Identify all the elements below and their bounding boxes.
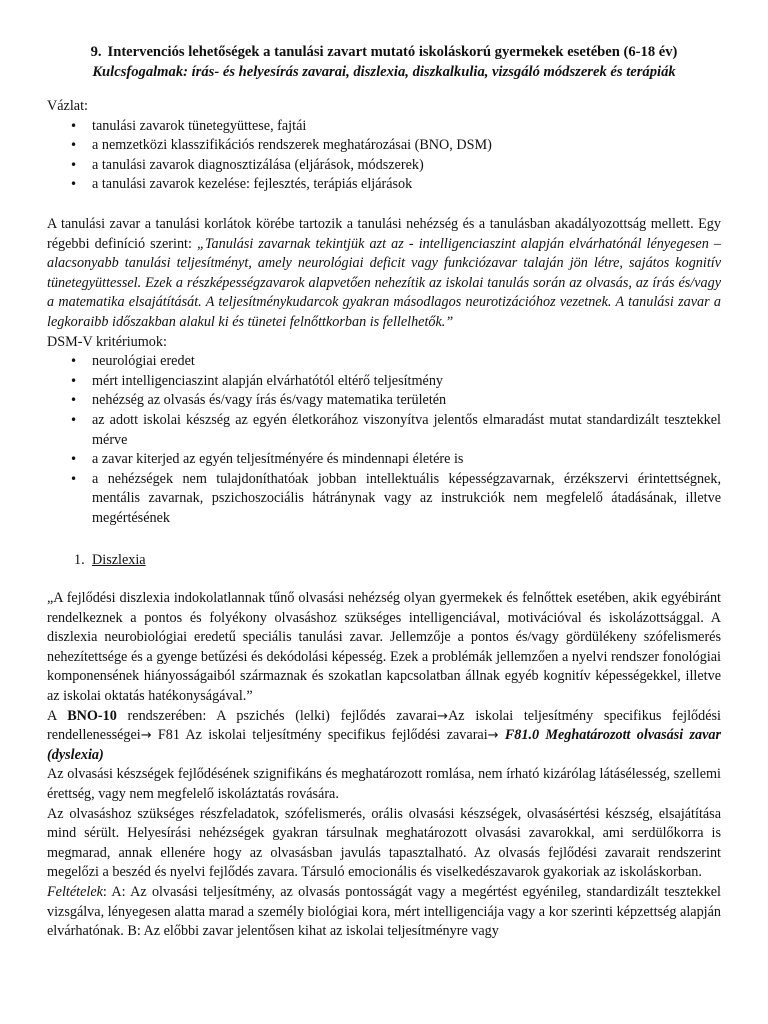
conditions-text: : A: Az olvasási teljesítmény, az olvasás pontosságát vagy a megértést egyénileg, standardizált tesztekkel vizsgálva, lényegesen alatta marad a személy biológiai kora, mért intelligenciája vagy a kor szerinti képzettség alapján elvárhatónak. B: Az előbbi zavar jelentősen kihat az iskolai teljesítményre vagy bbox=[47, 883, 721, 940]
list-item: • nehézség az olvasás és/vagy írás és/vagy matematika területén bbox=[47, 391, 721, 411]
document-page bbox=[47, 42, 721, 942]
bno-classification bbox=[47, 707, 721, 766]
conditions-paragraph bbox=[47, 883, 721, 942]
bno-diagnosis: F81.0 Meghatározott olvasási zavar (dyslexia) bbox=[47, 727, 721, 763]
dsm-criteria-list bbox=[47, 352, 721, 528]
chapter-title-text: Intervenciós lehetőségek a tanulási zavart mutató iskoláskorú gyermekek esetében (6-18 év) bbox=[107, 44, 678, 60]
subskills-paragraph: Az olvasáshoz szükséges részfeladatok, szófelismerés, orális olvasási készségek, olvasásértési készség, elsajátítása mind sérült. Helyesírási nehézségek gyakran társulnak meghatározott olvasási zavarokkal, ami serdülőkorra is megmarad, annak ellenére hogy az olvasásban javulás tapasztalható. Az olvasás fejlődési zavarait rendszerint megelőzi a beszéd és nyelvi fejlődés zavara. Társuló emocionális és viselkedészavarok gyakoriak az iskoláskorban. bbox=[47, 805, 721, 881]
conditions-label: Feltételek bbox=[47, 883, 103, 900]
list-item: • a tanulási zavarok diagnosztizálása (eljárások, módszerek) bbox=[47, 156, 721, 176]
list-item: • a tanulási zavarok kezelése: fejlesztés, terápiás eljárások bbox=[47, 175, 721, 195]
outline-label: Vázlat: bbox=[47, 98, 88, 114]
bno-prefix: A bbox=[47, 707, 68, 724]
keywords-line: Kulcsfogalmak: írás- és helyesírás zavarai, diszlexia, diszkalkulia, vizsgáló módszerek és terápiák bbox=[92, 64, 676, 80]
dyslexia-definition: „A fejlődési diszlexia indokolatlannak tűnő olvasási nehézség olyan gyermekek és felnőttek esetében, akik egyébiránt rendelkeznek a pontos és folyékony olvasáshoz szükséges intelligenciával, motivációval és iskolázottsággal. A diszlexia neurobiológiai eredetű speciális tanulási zavar. Jellemzője a pontos és/vagy gördülékeny szófelismerés nehezítettsége és a gyenge betűzési és dekódolási képesség. Ezek a problémák jellemzően a nyelvi rendszer fonológiai komponensének hiányosságaiból származnak és szokatlan kapcsolatban állnak egyéb kognitív képességekkel, illetve az iskolai oktatás hatékonyságával.” bbox=[47, 590, 721, 705]
section-heading bbox=[47, 551, 721, 571]
bno-code: BNO-10 bbox=[67, 707, 117, 724]
list-item: • a zavar kiterjed az egyén teljesítményére és mindennapi életére is bbox=[47, 450, 721, 470]
arrow-icon: → bbox=[140, 728, 152, 744]
arrow-icon: → bbox=[487, 728, 499, 744]
decline-paragraph: Az olvasási készségek fejlődésének szignifikáns és meghatározott romlása, nem írható kizárólag látásélesség, szellemi érettség, vagy nem megfelelő iskoláztatás rovására. bbox=[47, 766, 721, 802]
list-item: • mért intelligenciaszint alapján elvárhatótól eltérő teljesítmény bbox=[47, 372, 721, 392]
list-item: • a nemzetközi klasszifikációs rendszerek meghatározásai (BNO, DSM) bbox=[47, 136, 721, 156]
bno-text-2: Az iskolai teljesítmény specifikus fejlődési rendellenességei bbox=[47, 707, 722, 744]
section-number: 1. bbox=[74, 552, 85, 569]
intro-text: A tanulási zavar a tanulási korlátok körébe tartozik a tanulási nehézség és a tanulásban akadályozottság mellett. Egy régebbi definíció szerint: bbox=[47, 215, 721, 252]
intro-paragraph bbox=[47, 215, 721, 333]
list-item: • tanulási zavarok tünetegyüttese, fajtái bbox=[47, 117, 721, 137]
bno-text-3: F81 Az iskolai teljesítmény specifikus fejlődési zavarai bbox=[151, 727, 488, 744]
arrow-icon: → bbox=[437, 708, 449, 724]
chapter-title bbox=[47, 42, 721, 62]
list-item: • a nehézségek nem tulajdoníthatóak jobban intellektuális képességzavarnak, érzékszervi érintettségnek, mentális zavarnak, pszichoszociális hátránynak vagy az instrukciók nem megfelelő átadásának, illetve megértésének bbox=[47, 470, 721, 529]
list-item: • az adott iskolai készség az egyén életkorához viszonyítva jelentős elmaradást mutat standardizált tesztekkel mérve bbox=[47, 411, 721, 450]
list-item: • neurológiai eredet bbox=[47, 352, 721, 372]
dsm-label: DSM-V kritériumok: bbox=[47, 333, 167, 350]
section-title: Diszlexia bbox=[92, 552, 146, 569]
bno-text-1: rendszerében: A pszichés (lelki) fejlődés zavarai bbox=[116, 707, 438, 724]
definition-quote: „Tanulási zavarnak tekintjük azt az - intelligenciaszint alapján elvárhatónál lényegesen – alacsonyabb tanulási teljesítményt, amely neurológiai deficit vagy funkciózavar talaján jön létre, sajátos kognitív tünetegyüttessel. Ezek a részképességzavarok alapvetően nehezítik az iskolai tanulás során az olvasás, az írás és/vagy a matematika elsajátítását. A teljesítménykudarcok gyakran másodlagos neurotizációhoz vezetnek. A tanulási zavar a legkoraibb időszakban alakul ki és tünetei felnőttkorban is fellelhetők.” bbox=[47, 235, 721, 330]
outline-list bbox=[47, 117, 721, 195]
chapter-number: 9. bbox=[90, 44, 102, 60]
